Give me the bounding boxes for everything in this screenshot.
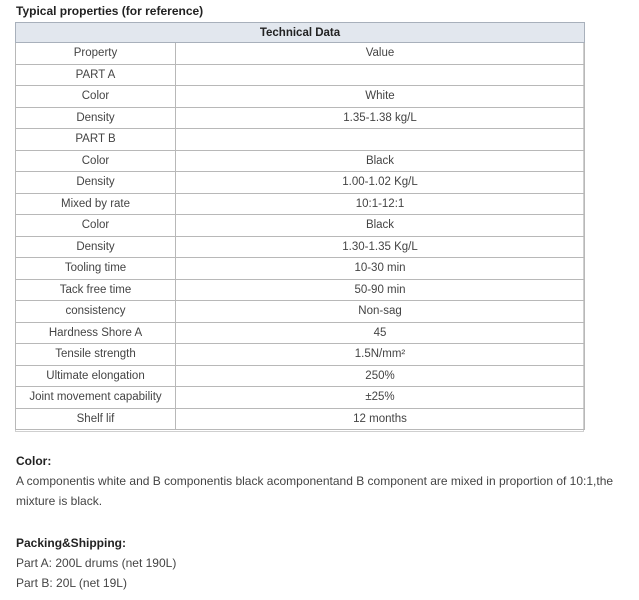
value-cell: White: [176, 86, 585, 108]
table-row: [16, 279, 585, 301]
property-cell: Color: [16, 215, 176, 237]
value-cell: Non-sag: [176, 301, 585, 323]
property-cell: Joint movement capability: [16, 387, 176, 409]
column-header-value: Value: [176, 43, 585, 65]
value-cell: 1.35-1.38 kg/L: [176, 107, 585, 129]
property-cell: Density: [16, 172, 176, 194]
table-row: [16, 258, 585, 280]
table-row: [16, 301, 585, 323]
table-row: [16, 408, 585, 430]
value-cell: 1.5N/mm²: [176, 344, 585, 366]
property-cell: consistency: [16, 301, 176, 323]
packing-title-text: Packing&Shipping:: [16, 536, 127, 550]
packing-section-title: [16, 533, 126, 553]
property-cell: Color: [16, 86, 176, 108]
value-cell: 50-90 min: [176, 279, 585, 301]
property-cell: Density: [16, 236, 176, 258]
table-row: [16, 107, 585, 129]
value-cell: 250%: [176, 365, 585, 387]
column-header-row: [16, 43, 585, 65]
property-cell: Ultimate elongation: [16, 365, 176, 387]
property-cell: PART A: [16, 64, 176, 86]
property-cell: Mixed by rate: [16, 193, 176, 215]
technical-data-table: [15, 22, 585, 430]
value-cell: 1.00-1.02 Kg/L: [176, 172, 585, 194]
value-cell: [176, 64, 585, 86]
property-cell: PART B: [16, 129, 176, 151]
table-row: [16, 322, 585, 344]
property-cell: Hardness Shore A: [16, 322, 176, 344]
table-row: [16, 236, 585, 258]
table-row: [16, 344, 585, 366]
section-title: Typical properties (for reference): [16, 4, 204, 18]
value-cell: Black: [176, 215, 585, 237]
table-row: [16, 365, 585, 387]
value-cell: 12 months: [176, 408, 585, 430]
table-row: [16, 150, 585, 172]
table-row: [16, 387, 585, 409]
value-cell: [176, 129, 585, 151]
column-header-property: Property: [16, 43, 176, 65]
packing-line-1: Part A: 200L drums (net 190L): [16, 556, 177, 570]
property-cell: Tensile strength: [16, 344, 176, 366]
property-cell: Tooling time: [16, 258, 176, 280]
color-description-line-2: mixture is black.: [16, 494, 103, 508]
table-row: [16, 64, 585, 86]
property-cell: Density: [16, 107, 176, 129]
table-row: [16, 172, 585, 194]
color-title-text: Color:: [16, 454, 52, 468]
packing-line-2: Part B: 20L (net 19L): [16, 576, 127, 590]
property-cell: Shelf lif: [16, 408, 176, 430]
table-row: [16, 86, 585, 108]
value-cell: Black: [176, 150, 585, 172]
table-row: [16, 215, 585, 237]
property-cell: Tack free time: [16, 279, 176, 301]
value-cell: ±25%: [176, 387, 585, 409]
value-cell: 45: [176, 322, 585, 344]
value-cell: 10:1-12:1: [176, 193, 585, 215]
color-section-title: [16, 451, 51, 471]
property-cell: Color: [16, 150, 176, 172]
table-row: [16, 193, 585, 215]
table-title: Technical Data: [16, 23, 585, 43]
table-row: [16, 129, 585, 151]
color-description-line-1: A componentis white and B componentis black acomponentand B component are mixed in proportion of 10:1,the: [16, 474, 614, 488]
value-cell: 1.30-1.35 Kg/L: [176, 236, 585, 258]
value-cell: 10-30 min: [176, 258, 585, 280]
